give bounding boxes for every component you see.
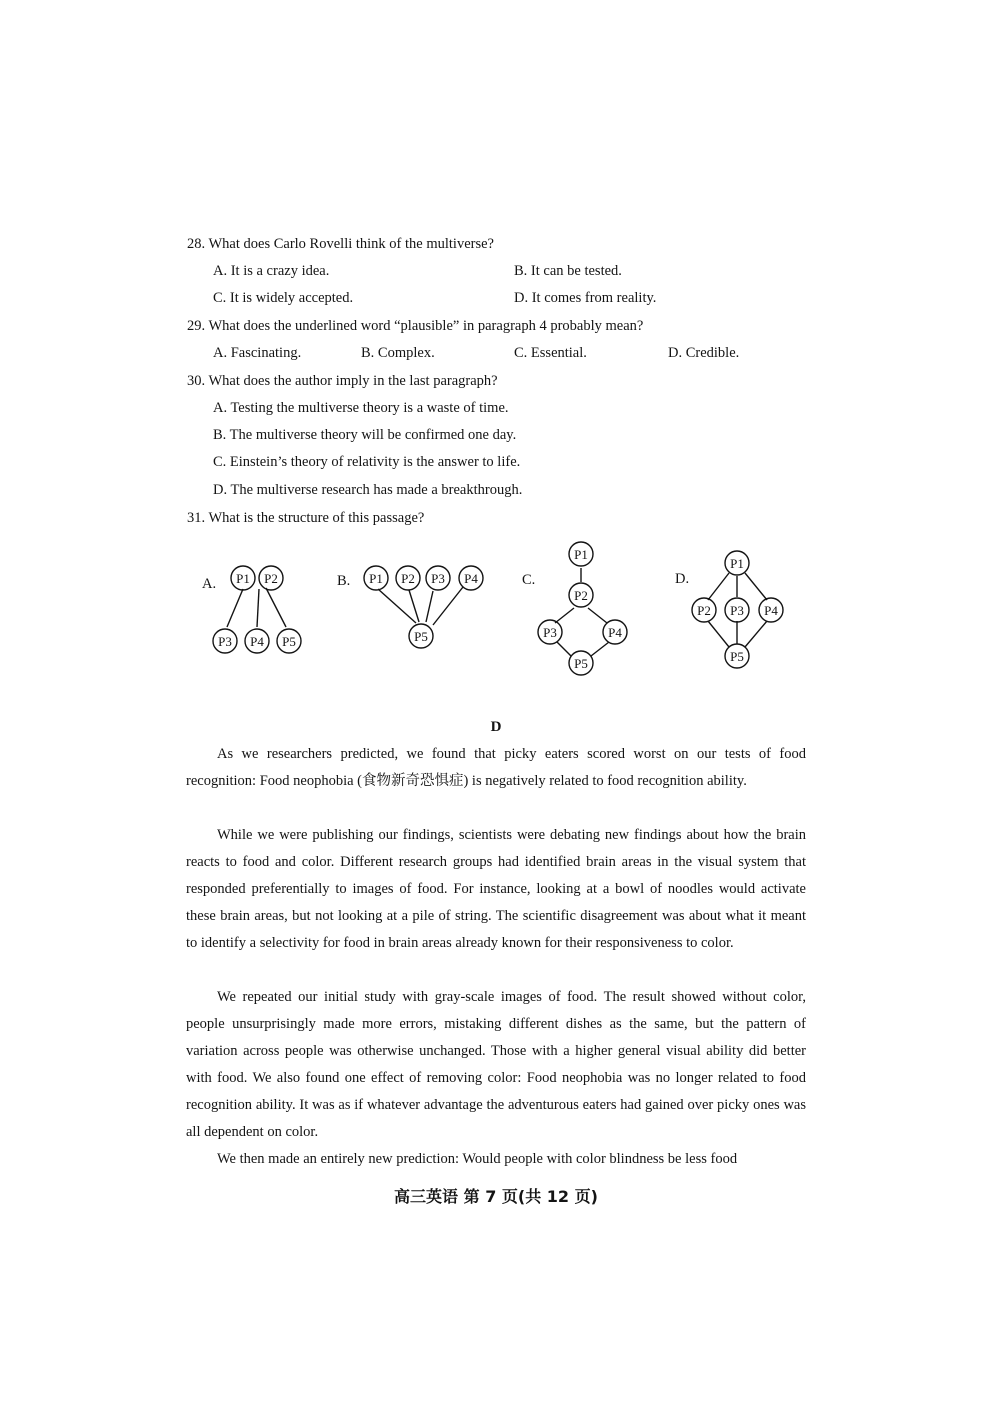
- question-31-stem: 31. What is the structure of this passage?: [187, 510, 425, 526]
- diagram-option-c-label[interactable]: C.: [522, 572, 536, 588]
- question-30-stem: 30. What does the author imply in the last paragraph?: [187, 373, 498, 389]
- question-29-option-d[interactable]: D. Credible.: [668, 345, 740, 361]
- diagram-option-d-label[interactable]: D.: [675, 571, 690, 587]
- node-p4: P4: [464, 571, 478, 586]
- node-p5: P5: [574, 656, 588, 671]
- node-p3: P3: [218, 634, 232, 649]
- question-28-option-d[interactable]: D. It comes from reality.: [514, 290, 657, 306]
- node-p2: P2: [574, 588, 588, 603]
- paragraph-3: We repeated our initial study with gray-scale images of food. The result showed without color, people unsurprisingly made more errors, mistaking different dishes as the same, but the pattern of variation across people was otherwise unchanged. Those with a higher general visual ability did better with food. We also found one effect of removing color: Food neophobia was no longer related to food recognition ability. It was as if whatever advantage the adventurous eaters had gained over picky ones was all dependent on color.: [186, 989, 806, 1140]
- node-p1: P1: [574, 547, 588, 562]
- node-p5: P5: [414, 629, 428, 644]
- node-p3: P3: [431, 571, 445, 586]
- question-28-option-b[interactable]: B. It can be tested.: [514, 263, 622, 279]
- question-30-option-a[interactable]: A. Testing the multiverse theory is a waste of time.: [213, 400, 509, 416]
- paragraph-1: As we researchers predicted, we found that picky eaters scored worst on our tests of food recognition: Food neophobia (食物新奇恐惧症) is negatively related to food recognition ability.: [186, 746, 806, 789]
- diagram-option-b-label[interactable]: B.: [337, 573, 351, 589]
- paragraph-2: While we were publishing our findings, scientists were debating new findings about how the brain reacts to food and color. Different research groups had identified brain areas in the visual system that responded preferentially to images of food. For instance, looking at a bowl of noodles would activate these brain areas, but not looking at a pile of string. The scientific disagreement was about what it meant to identify a selectivity for food in brain areas already known for their responsiveness to color.: [186, 827, 806, 951]
- question-30-option-d[interactable]: D. The multiverse research has made a breakthrough.: [213, 482, 523, 498]
- node-p4: P4: [764, 603, 778, 618]
- node-p5: P5: [730, 649, 744, 664]
- node-p2: P2: [697, 603, 711, 618]
- node-p4: P4: [608, 625, 622, 640]
- diagram-option-a-label[interactable]: A.: [202, 576, 217, 592]
- node-p3: P3: [543, 625, 557, 640]
- node-p1: P1: [730, 556, 744, 571]
- node-p4: P4: [250, 634, 264, 649]
- paragraph-4: We then made an entirely new prediction: Would people with color blindness be less food: [217, 1151, 738, 1167]
- node-p2: P2: [264, 571, 278, 586]
- question-29-option-c[interactable]: C. Essential.: [514, 345, 587, 361]
- question-28-stem: 28. What does Carlo Rovelli think of the multiverse?: [187, 236, 494, 252]
- page-footer: 高三英语 第 7 页(共 12 页): [394, 1187, 598, 1206]
- question-28-option-c[interactable]: C. It is widely accepted.: [213, 290, 354, 306]
- section-title: D: [490, 719, 502, 735]
- node-p1: P1: [369, 571, 383, 586]
- question-30-option-c[interactable]: C. Einstein’s theory of relativity is the answer to life.: [213, 454, 521, 470]
- node-p2: P2: [401, 571, 415, 586]
- question-29-option-a[interactable]: A. Fascinating.: [213, 345, 302, 361]
- question-29-option-b[interactable]: B. Complex.: [361, 345, 435, 361]
- question-28-option-a[interactable]: A. It is a crazy idea.: [213, 263, 330, 279]
- structure-diagrams: [180, 536, 800, 681]
- node-p3: P3: [730, 603, 744, 618]
- node-p5: P5: [282, 634, 296, 649]
- node-p1: P1: [236, 571, 250, 586]
- question-29-stem: 29. What does the underlined word “plausible” in paragraph 4 probably mean?: [187, 318, 644, 334]
- question-30-option-b[interactable]: B. The multiverse theory will be confirmed one day.: [213, 427, 517, 443]
